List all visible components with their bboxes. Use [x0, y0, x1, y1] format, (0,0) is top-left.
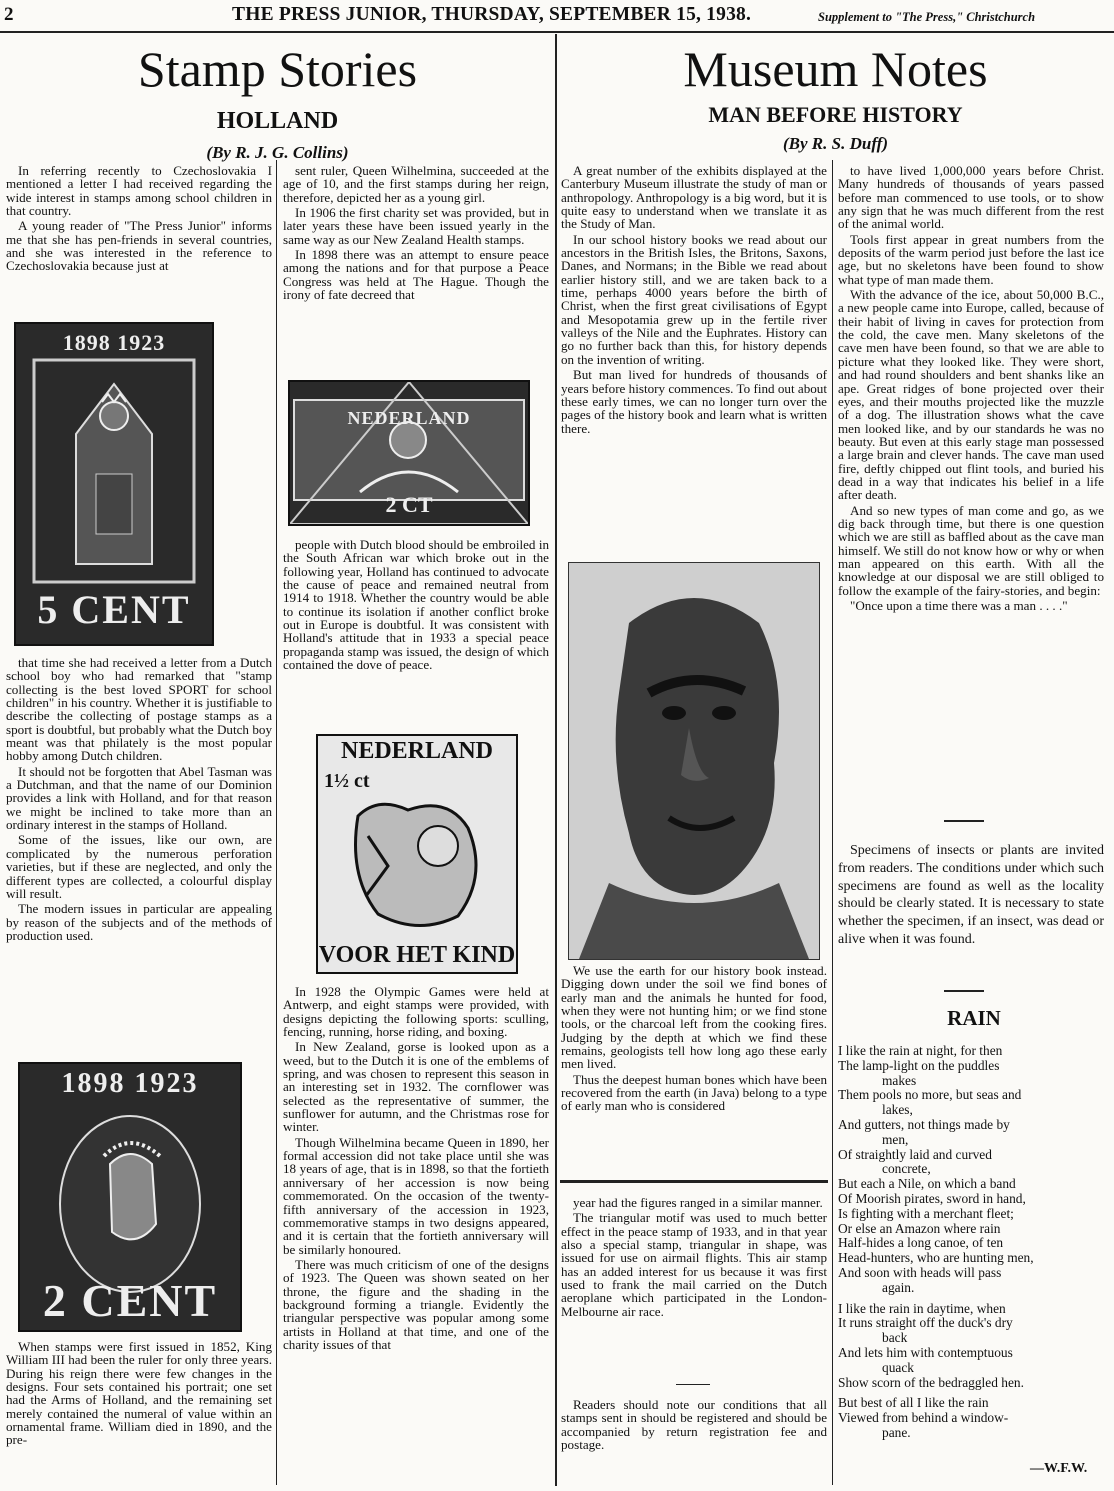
col3-text-d [561, 964, 827, 1115]
header-rule [0, 31, 1114, 33]
paragraph: A great number of the exhibits displayed at the Canterbury Museum illustrate the study of man or anthropology. Anthropology is a big word, but it is quite easy to understand when we translate it as the Study of Man. [561, 163, 827, 232]
page-number: 2 [4, 4, 14, 25]
paragraph: The triangular motif was used to much better effect in the peace stamp of 1933, and in that year also a special stamp, triangular in shape, was issued for use on airmail flights. This air stamp has an added interest for us because it was first used to frank the mail carried on the Dutch aeroplane which participated in the London-Melbourne air race. [561, 1210, 827, 1319]
paragraph: Tools first appear in great numbers from the deposits of the warm period just before the last ice age, but no skeletons have been found to show what type of man made them. [838, 231, 1104, 287]
rain-poem [838, 1044, 1104, 1441]
museum-end-rule [560, 1180, 828, 1183]
poem-line: Of Moorish pirates, sword in hand, [838, 1190, 1026, 1206]
col1-text-a [6, 164, 272, 275]
paragraph: But man lived for hundreds of thousands of years before history commences. To find out about these early times, we can no longer turn over the pages of the history book and learn what is written there. [561, 367, 827, 436]
paragraph: In 1906 the first charity set was provided, but in later years these have been issued yearly in the same way as our New Zealand Health stamps. [283, 205, 549, 247]
supplement-note: Supplement to "The Press," Christchurch [818, 10, 1036, 24]
paragraph: In our school history books we read about our ancestors in the British Isles, the Britons, Saxons, Danes, and Normans; in the Bible we read about earlier history still, and we are taken back to a time, perhaps 4000 years before the birth of Christ, when the first great civilisations of Egypt and Mesopotamia grew up in the fertile river valleys of the Nile and the Euphrates. History can go no further back than this, for history depends on the invention of writing. [561, 231, 827, 367]
poem-line: Of straightly laid and curved [838, 1146, 992, 1162]
paragraph: Some of the issues, like our own, are complicated by the numerous perforation varieties, but if these are neglected, and only the different types are collected, a colourful display will result. [6, 832, 272, 901]
poem-title: RAIN [947, 1006, 1001, 1030]
poem-line: makes [882, 1072, 917, 1088]
museum-notes-subtitle: MAN BEFORE HISTORY [708, 102, 963, 127]
col1-text-c [6, 1340, 272, 1449]
poem-line: And soon with heads will pass [838, 1264, 1002, 1280]
paragraph: The modern issues in particular are appealing by reason of the subjects and of the methods of production used. [6, 901, 272, 943]
col1-text-b [6, 656, 272, 944]
col4-text-a [838, 164, 1104, 614]
poem-line: again. [882, 1279, 915, 1295]
poem-line: lakes, [882, 1102, 913, 1118]
poem-line: Half-hides a long canoe, of ten [838, 1235, 1004, 1251]
col3-text-c [561, 1398, 827, 1453]
poem-line: quack [882, 1359, 914, 1375]
paragraph: to have lived 1,000,000 years before Christ. Many hundreds of thousands of years passed before man commenced to use tools, or to show any sign that he was much different from the rest of the animal world. [838, 163, 1104, 232]
paragraph: A young reader of "The Press Junior" informs me that she has pen-friends in several countries, and she was interested in the reference to Czechoslovakia because just at [6, 218, 272, 274]
stamp-stories-byline: (By R. J. G. Collins) [206, 143, 349, 162]
paragraph: In 1928 the Olympic Games were held at Antwerp, and eight stamps were provided, with designs depicting the following sports: sculling, fencing, running, horse riding, and boxing. [283, 984, 549, 1040]
paragraph: There was much criticism of one of the designs of 1923. The Queen was shown seated on her throne, the figure and the shading in the background forming a triangle. Evidently the triangular perspective was popular among some artists in Holland at that time, and one of the charity issues of that [283, 1256, 549, 1352]
paragraph: With the advance of the ice, about 50,000 B.C., a new people came into Europe, called, because of their habit of living in caves for protection from the cold, the cave men. Many skeletons of the cave men have been found, so that we are able to picture what they looked like. They were short, and had round shoulders and bent shanks like an ape. Great ridges of bone projected over their eyes, and their mouths projected like the muzzle of a dog. The illustration shows what the cave men looked like, and by our standards he was no beauty. But even at this early stage man possessed a large brain and clever hands. The cave man used fire, deftly chipped out flint tools, and buried his dead in a way that indicates his belief in a life after death. [838, 287, 1104, 503]
poem-line: back [882, 1330, 908, 1346]
paragraph: In referring recently to Czechoslovakia I mentioned a letter I had received regarding the wide interest in stamps among school children in that country. [6, 163, 272, 219]
paragraph: We use the earth for our history book instead. Digging down under the soil we find bones of early man and the animals he hunted for food, when they were not hunting him; or we find stone tools, or the charcoal left from the cooking fires. Judging by the depth at which we find these remains, geologists tell how long ago these early men lived. [561, 963, 827, 1072]
col3-text-a [561, 164, 827, 437]
paragraph: sent ruler, Queen Wilhelmina, succeeded at the age of 10, and the first stamps during her reign, therefore, depicted her as a young girl. [283, 163, 549, 205]
stamp-stories-subtitle: HOLLAND [216, 108, 339, 134]
poem-line: I like the rain in daytime, when [838, 1300, 1006, 1316]
museum-notes-byline: (By R. S. Duff) [783, 134, 888, 153]
paragraph: And so new types of man come and go, as we dig back through time, but there is one question which we are still as baffled about as the cave man himself. We still do not know how or why or when man appeared on this earth. With all the knowledge at our disposal we are still obliged to follow the example of the fairy-stories, and begin: [838, 502, 1105, 598]
paragraph: Readers should note our conditions that all stamps sent in should be registered and should be accompanied by return registration fee and postage. [561, 1397, 827, 1453]
poem-line: But best of all I like the rain [838, 1395, 989, 1411]
col2-text-b [283, 538, 549, 673]
paragraph: Thus the deepest human bones which have been recovered from the earth (in Java) belong to a type of early man who is considered [561, 1071, 827, 1114]
museum-notes-title: Museum Notes [683, 41, 988, 97]
section-divider [555, 34, 557, 1486]
paragraph: people with Dutch blood should be embroiled in the South African war which broke out in the following year, Holland has continued to advocate the cause of peace and remained neutral from 1914 to 1918. Whether the country would be able to continue its isolation if another conflict broke out in Europe is doubtful. It was consistent with Holland's attitude that in 1933 a special peace propaganda stamp was issued, the design of which contained the dove of peace. [283, 537, 549, 673]
masthead: THE PRESS JUNIOR, THURSDAY, SEPTEMBER 15, 1938. [232, 4, 752, 25]
stamp-voor-het-kind: NEDERLAND 1½ ct VOOR HET KIND [316, 734, 518, 974]
specimens-rule [944, 820, 984, 822]
paragraph: that time she had received a letter from a Dutch school boy who had remarked that "stamp collecting is the best loved SPORT for school children" in his country. Whether it is justifiable to describe the collecting of postage stamps as a sport is doubtful, but probably what the Dutch boy meant was that philately is the most popular hobby among Dutch children. [6, 655, 272, 764]
col2-text-a [283, 164, 549, 303]
poem-line: Or else an Amazon where rain [838, 1220, 1001, 1236]
poem-line: Them pools no more, but seas and [838, 1087, 1022, 1103]
column-divider-1 [276, 160, 277, 1485]
column-divider-3 [832, 160, 833, 1485]
poem-line: Viewed from behind a window- [838, 1410, 1009, 1426]
col2-text-c [283, 985, 549, 1353]
poem-line: But each a Nile, on which a band [838, 1176, 1016, 1192]
paragraph: In New Zealand, gorse is looked upon as a weed, but to the Dutch it is one of the emblems of spring, and was chosen to represent this season in an interesting set in 1932. The cornflower was selected as the representative of summer, the sunflower for autumn, and the Christmas rose for winter. [283, 1039, 549, 1135]
paragraph: It should not be forgotten that Abel Tasman was a Dutchman, and that the name of our Dominion provides a link with Holland, and for that reason we might be inclined to take more than an ordinary interest in the stamps of Holland. [6, 763, 272, 833]
poem-line: Head-hunters, who are hunting men, [838, 1250, 1034, 1266]
stamp-stories-title: Stamp Stories [137, 41, 418, 97]
specimens-notice: Specimens of insects or plants are invited from readers. The conditions under which such specimens are found as well as the locality should be clearly stated. It is necessary to state whether the specimen, if an insect, was dead or alive when it was found. [838, 843, 1104, 947]
paragraph: "Once upon a time there was a man . . . ." [850, 598, 1068, 613]
paragraph: Though Wilhelmina became Queen in 1890, her formal accession did not take place until she was 18 years of age, that is in 1898, so that the fortieth anniversary of her accession is now being commemorated. On the occasion of the twenty-fifth anniversary of the accession in 1923, commemorative stamps in two designs appeared, and it is certain that the fortieth anniversary will be similarly honoured. [283, 1134, 549, 1257]
poem-line: And lets him with contemptuous [838, 1344, 1013, 1360]
poem-line: pane. [882, 1424, 911, 1440]
readers-rule [676, 1384, 710, 1385]
paragraph: When stamps were first issued in 1852, King William III had been the ruler for only three years. During his reign there were few changes in the designs. Four sets contained his portrait; one set had the Arms of Holland, and the remaining set merely contained the numeral of value within an ornamental frame. William died in 1890, and the pre- [6, 1339, 272, 1448]
poem-rule [944, 990, 984, 992]
poem-line: It runs straight off the duck's dry [838, 1315, 1013, 1331]
stamp-peace-2-cent: NEDERLAND 2 CT [288, 380, 530, 526]
poem-signature: —W.F.W. [1030, 1461, 1088, 1476]
stamp-1923-jubilee-2-cent: 1898 1923 2 CENT [18, 1062, 242, 1332]
paragraph: year had the figures ranged in a similar manner. [573, 1195, 823, 1210]
paragraph: In 1898 there was an attempt to ensure peace among the nations and for that purpose a Peace Congress was held at The Hague. Though the irony of fate decreed that [283, 247, 549, 303]
poem-line: men, [882, 1131, 909, 1147]
cave-man-illustration [568, 562, 820, 960]
col3-text-b [561, 1196, 827, 1320]
poem-line: And gutters, not things made by [838, 1116, 1010, 1132]
poem-line: concrete, [882, 1161, 931, 1177]
poem-line: I like the rain at night, for then [838, 1043, 1003, 1058]
poem-line: Is fighting with a merchant fleet; [838, 1205, 1014, 1221]
poem-line: The lamp-light on the puddles [838, 1057, 1000, 1073]
stamp-1923-jubilee-5-cent: 1898 1923 5 CENT [14, 322, 214, 646]
poem-line: Show scorn of the bedraggled hen. [838, 1374, 1024, 1390]
